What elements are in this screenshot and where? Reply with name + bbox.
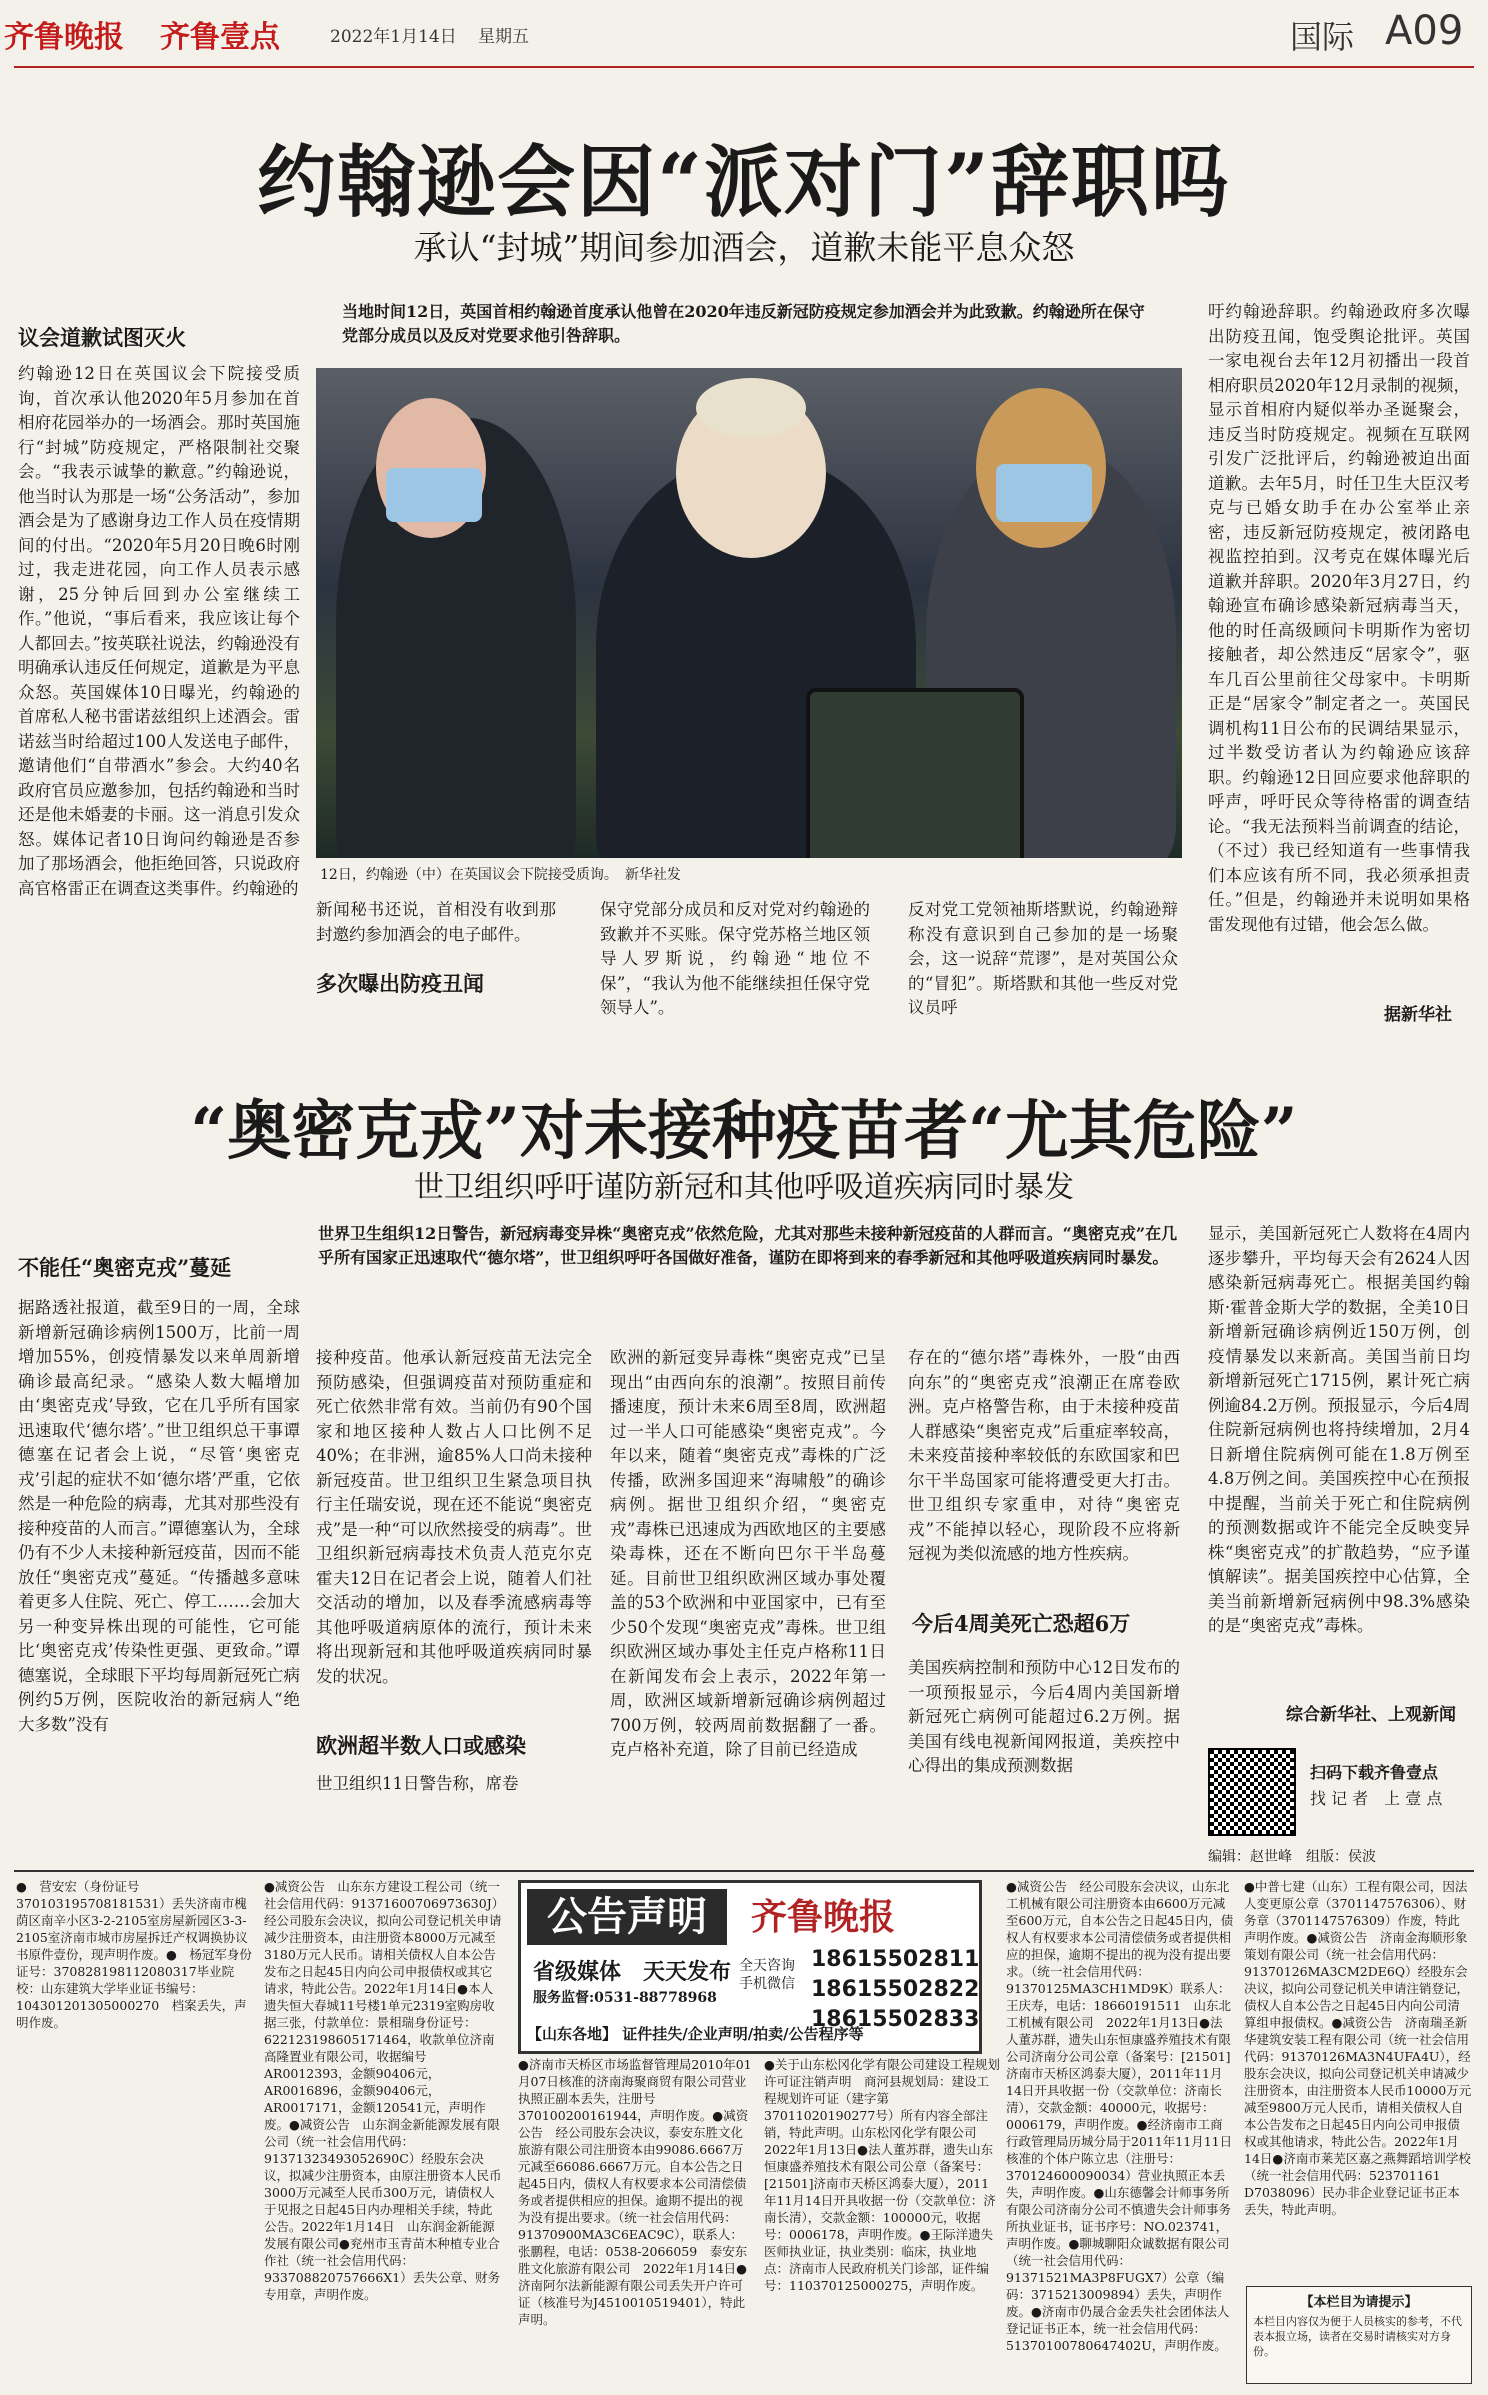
notice-title: 公告声明 <box>527 1889 727 1945</box>
issue-date: 2022年1月14日 <box>330 27 457 47</box>
article2-byline: 综合新华社、上观新闻 <box>1286 1705 1456 1725</box>
qr-code[interactable] <box>1208 1748 1296 1836</box>
editor-credit: 编辑：赵世峰 组版：侯波 <box>1208 1849 1376 1865</box>
disclaimer-text: 本栏目内容仅为便于人员核实的参考，不代表本报立场，读者在交易时请核实对方身份。 <box>1253 2315 1462 2358</box>
article1-col1-heading: 议会道歉试图灭火 <box>18 325 186 350</box>
article2-col1-heading: 不能任“奥密克戎”蔓延 <box>18 1255 232 1280</box>
photo-caption: 12日，约翰逊（中）在英国议会下院接受质询。 新华社发 <box>320 867 681 883</box>
ads-col1: ● 营安宏（身份证号370103195708181531）丢失济南市槐荫区南辛小区3-2-2105室房屋新园区3-3-2105室济南市城市房屋拆迁产权调换协议书原件壹份，现声明作废。● 杨冠军身份证号：370828198112080317毕业院校：山东建筑大学毕业证书编号：104301201305000270 档案丢失，声明作废。 <box>16 1879 252 2030</box>
ads-col6: ●中普七建（山东）工程有限公司，因法人变更原公章（370114757​6306）、财务章（3701147576​309）作废，特此声明作废。●减资公告 济南金海顺形象策划有限公司（统一社会信用代码：91370126MA3C​M2DE6Q）经股东会决议，拟向公司登记机关申请注销登记，债权人自本公告之日起45日内向公司清算组申报债权。●减资公告 济南瑞圣新华建筑安装工程有限公司（统一社会信用代码：91370126MA3N4UFA4U），经股东会决议，拟向公司登记机关申请减少注册资本，由注册资本人民币10000万元减至9800万元人民币，请相关债权人自本公告发布之日起45日内向公司申报债权或其他请求，特此公告。2022年1月14日●济南市莱芜区嘉之燕舞蹈培训学校（统一社会信用代码：523701161​D7038096）民办非企业登记证书正本丢失，特此声明。 <box>1244 1879 1472 2217</box>
article1-byline: 据新华社 <box>1384 1005 1452 1025</box>
section-name: 国际 <box>1290 18 1355 56</box>
phone-1[interactable]: 18615502811 <box>811 1947 980 1972</box>
article2-col2-text: 接种疫苗。他承认新冠疫苗无法完全预防感染，但强调疫苗对预防重症和死亡依然非常有效。当前仍有90个国家和地区接种人数占人口比例不足40%；在非洲，逾85%人口尚未接种新冠疫苗。世卫组织卫生紧急项目执行主任瑞安说，现在还不能说“奥密克戎”是一种“可以欣然接受的病毒”。世卫组织新冠病毒技术负责人范克尔克霍夫12日在记者会上说，随着人们社交活动的增加，以及春季流感病毒等其他呼吸道病原体的流行，预计未来将出现新冠和其他呼吸道疾病同时暴发的状况。 <box>316 1348 592 1686</box>
notice-services: 【山东各地】 证件挂失/企业声明/拍卖/公告程序等 <box>527 2025 864 2043</box>
article1-col5-text: 吁约翰逊辞职。约翰逊政府多次曝出防疫丑闻，饱受舆论批评。英国一家电视台去年12月初播出一段首相府职员2020年12月录制的视频，显示首相府内疑似举办圣诞聚会，违反当时防疫规定。视频在互联网引发广泛批评后，约翰逊被迫出面道歉。去年5月，时任卫生大臣汉考克与已婚女助手在办公室举止亲密，违反新冠防疫规定，被闭路电视监控拍到。汉考克在媒体曝光后道歉并辞职。2020年3月27日，约翰逊宣布确诊感染新冠病毒当天，他的时任高级顾问卡明斯作为密切接触者，却公然违反“居家令”，驱车几百公里前往父母家中。卡明斯正是“居家令”制定者之一。英国民调机构11日公布的民调结果显示，过半数受访者认为约翰逊应该辞职。约翰逊12日回应要求他辞职的呼声，呼吁民众等待格雷的调查结论。“我无法预料当前调查的结论，（不过）我已经知道有一些事情我们本应该有所不同，我必须承担责任。”但是，约翰逊并未说明如果格雷发现他有过错，他会怎么做。 <box>1208 302 1470 934</box>
page-number: A09 <box>1385 8 1464 54</box>
disclaimer-title: 【本栏目为请提示】 <box>1300 2295 1418 2310</box>
notice-hotline: 服务监督:0531-88778968 <box>533 1990 717 2006</box>
article2-col4-heading: 今后4周美死亡恐超6万 <box>912 1611 1131 1636</box>
article2-title: “奥密克戎”对未接种疫苗者“尤其危险” <box>190 1094 1298 1169</box>
article2-col4-tail: 美国疾病控制和预防中心12日发布的一项预报显示，今后4周内美国新增新冠死亡病例可能超过6.2万例。据美国有线电视新闻网报道，美疾控中心得出的集成预测数据 <box>908 1658 1180 1775</box>
notice-box <box>518 1880 982 2054</box>
article1-col1-text: 约翰逊12日在英国议会下院接受质询，首次承认他2020年5月参加在首相府花园举办的一场酒会。那时英国施行“封城”防疫规定，严格限制社交聚会。“我表示诚挚的歉意。”约翰逊说，他当时认为那是一场“公务活动”，参加酒会是为了感谢身边工作人员在疫情期间的付出。“2020年5月20日晚6时刚过，我走进花园，向工作人员表示感谢，25分钟后回到办公室继续工作。”他说，“事后看来，我应该让每个人都回去。”按英联社说法，约翰逊没有明确承认违反任何规定，道歉是为平息众怒。英国媒体10日曝光，约翰逊的首席私人秘书雷诺兹组织上述酒会。雷诺兹当时给超过100人发送电子邮件，邀请他们“自带酒水”参会。大约40名政府官员应邀参加，包括约翰逊和当时还是他未婚妻的卡丽。这一消息引发众怒。媒体记者10日询问约翰逊是否参加了那场酒会，他拒绝回答，只说政府高官格雷正在调查这类事件。约翰逊的 <box>18 364 300 898</box>
article2-col2-heading: 欧洲超半数人口或感染 <box>316 1733 526 1758</box>
ads-col3: ●济南市天桥区市场监督管理局2010年01月07日核准的济南海聚商贸有限公司营业执照正副本丢失，注册号370100200161944，声明作废。●减资公告 经公司股东会决议，泰安东胜文化旅游有限公司注册资本由99086.6667万元减至66086.6667万元。自本公告之日起45日内，债权人有权要求本公司清偿债务或者提供相应的担保。逾期不提出的视为没有提出要求。（统一社会信用代码：91370900MA3C6EAC9C），联系人：张鹏程，电话：0538-2066059 泰安东胜文化旅游有限公司 2022年1月14日●济南阿尔法新能源有限公司丢失开户许可证（核准号为J4510010519401），特此声明。 <box>518 2057 752 2327</box>
article1-col2-text: 新闻秘书还说，首相没有收到那封邀约参加酒会的电子邮件。 <box>316 900 556 944</box>
ads-disclaimer-box <box>1246 2286 1472 2384</box>
qr-caption: 扫码下载齐鲁壹点 <box>1310 1763 1439 1782</box>
notice-brand: 齐鲁晚报 <box>751 1896 896 1938</box>
article1-subtitle: 承认“封城”期间参加酒会，道歉未能平息众怒 <box>413 228 1075 267</box>
article2-col5-text: 显示，美国新冠死亡人数将在4周内逐步攀升，平均每天会有2624人因感染新冠病毒死亡。根据美国约翰斯·霍普金斯大学的数据，全美10日新增新冠确诊病例近150万例，创疫情暴发以来新高。美国当前日均新增新冠死亡1715例，累计死亡病例逾84.2万例。预报显示，今后4周住院新冠病例也将持续增加，2月4日新增住院病例可能在1.8万例至4.8万例之间。美国疾控中心在预报中提醒，当前关于死亡和住院病例的预测数据或许不能完全反映变异株“奥密克戎”的扩散趋势，“应予谨慎解读”。据美国疾控中心估算，全美当前新增新冠病例中98.3%感染的是“奥密克戎”毒株。 <box>1208 1224 1470 1635</box>
article2-col3-text: 欧洲的新冠变异毒株“奥密克戎”已呈现出“由西向东的浪潮”。按照目前传播速度，预计未来6周至8周，欧洲超过一半人口可能感染“奥密克戎”。今年以来，随着“奥密克戎”毒株的广泛传播，欧洲多国迎来“海啸般”的确诊病例。据世卫组织介绍，“奥密克戎”毒株已迅速成为西欧地区的主要感染毒株，还在不断向巴尔干半岛蔓延。目前世卫组织欧洲区域办事处覆盖的53个欧洲和中亚国家中，已有至少50个发现“奥密克戎”毒株。世卫组织欧洲区域办事处主任克卢格称11日在新闻发布会上表示，2022年第一周，欧洲区域新增新冠确诊病例超过700万例，较两周前数据翻了一番。克卢格补充道，除了目前已经造成 <box>610 1348 886 1759</box>
article1-col3-text: 保守党部分成员和反对党对约翰逊的致歉并不买账。保守党苏格兰地区领导人罗斯说，约翰逊“地位不保”，“我认为他不能继续担任保守党领导人”。 <box>600 900 870 1017</box>
article1-lead: 当地时间12日，英国首相约翰逊首度承认他曾在2020年违反新冠防疫规定参加酒会并为此致歉。约翰逊所在保守党部分成员以及反对党要求他引咎辞职。 <box>342 302 1145 345</box>
ads-col4: ●关于山东松冈化学有限公司建设工程规划许可证注销声明 商河县规划局：建设工程规划许可证（建字第37011020190277号）所有内容全部注销，特此声明。山东松冈化学有限公司 2022年1月13日●法人董苏群，遗失山东恒康盛养殖技术有限公司公章（备案号：[21501]济南市天桥区鸿泰大厦），2011年11月14日开具收据一份（交款单位：济南长清），交款金额：100000元，收据号：0006178，声明作废。●王际洋遗失医师执业证，执业类别：临床，执业地点：济南市人民政府机关门诊部，证件编号：110370125000275，声明作废。 <box>764 2057 1000 2293</box>
article2-col2-tail: 世卫组织11日警告称，席卷 <box>316 1774 519 1793</box>
article2-col1-text: 据路透社报道，截至9日的一周，全球新增新冠确诊病例1500万，比前一周增加55%，创疫情暴发以来单周新增确诊最高纪录。“感染人数大幅增加由‘奥密克戎’导致，它在几乎所有国家迅速取代‘德尔塔’。”世卫组织总干事谭德塞在记者会上说，“尽管‘奥密克戎’引起的症状不如‘德尔塔’严重，它依然是一种危险的病毒，尤其对那些没有接种疫苗的人而言。”谭德塞认为，全球仍有不少人未接种新冠疫苗，因而不能放任“奥密克戎”蔓延。“传播越多意味着更多人住院、死亡、停工……会加大另一种变异株出现的可能性，它可能比‘奥密克戎’传染性更强、更致命。”谭德塞说，全球眼下平均每周新冠死亡病例约5万例，医院收治的新冠病人“绝大多数”没有 <box>18 1298 300 1734</box>
ads-col5: ●减资公告 经公司股东会决议，山东北工机械有限公司注册资本由6600万元减至600万元，自本公告之日起45日内，债权人有权要求本公司清偿债务或者提供相应的担保，逾期不提出的视为没有提出要求。（统一社会信用代码：91370125MA3CH1MD9K）联系人：王庆寿，电话：18660191511 山东北工机械有限公司 2022年1月13日●法人董苏群，遗失山东恒康盛养殖技术有限公司济南分公司公章（备案号：[21501]济南市天桥区鸿泰大厦），2011年11月14日开具收据一份（交款单位：济南长清），交款金额：40000元，收据号：0006179，声明作废。●经济南市工商行政管理局历城分局于2011年11月11日核准的个体户陈立忠（注册号：370124600090034）营业执照正本丢失，声明作废。●山东德馨会计师事务所有限公司济南分公司不慎遗失会计师事务所执业证书，证书序号：NO.023741，声明作废。●聊城聊阳众诚数据有限公司（统一社会信用代码：91371521MA3P8FUGX7）公章（编码：3715213009894）丢失，声明作废。●济南市仍晟合金丢失社会团体法人登记证书正本，统一社会信用代码：51370100780647402U，声明作废。 <box>1006 1879 1234 2353</box>
notice-slogan: 省级媒体 天天发布 <box>533 1959 732 1985</box>
issue-weekday: 星期五 <box>478 27 529 47</box>
ads-col2: ●减资公告 山东东方建设工程公司（统一社会信用代码：91371600706973630J）经公司股东会决议，拟向公司登记机关申请减少注册资本，由注册资本8000万元减至3180万元人民币。请相关债权人自本公告发布之日起45日内向公司申报债权或其它请求，特此公告。2022年1月14日●本人遗失恒大春城11号楼1单元2319室购房收据三张，付款单位：景相瑞身份证号：6221231986051714​64，收款单位济南高隆置业有限公司，收据编号AR0012393，金额90406元，AR0016896，金额90406元，AR0017171，金额120541元，声明作废。●减资公告 山东润金新能源发展有限公司（统一社会信用代码：91371323493052690C）经股东会决议，拟减少注册资本，由原注册资本人民币3000万元减至人民币300万元，请债权人于见报之日起45日内办理相关手续，特此公告。2022年1月14日 山东润金新能源发展有限公司●兖州市玉青苗木种植专业合作社（统一社会信用代码：93370882075766​6X1）丢失公章、财务专用章，声明作废。 <box>264 1879 502 2302</box>
article1-col4-text: 反对党工党领袖斯塔默说，约翰逊辩称没有意识到自己参加的是一场聚会，这一说辞“荒谬”，是对英国公众的“冒犯”。斯塔默和其他一些反对党议员呼 <box>908 900 1178 1017</box>
ads-top-rule <box>14 1870 1474 1872</box>
phone-3[interactable]: 18615502833 <box>811 2007 980 2032</box>
phone-2[interactable]: 18615502822 <box>811 1977 980 2002</box>
article2-subtitle: 世卫组织呼吁谨防新冠和其他呼吸道疾病同时暴发 <box>414 1170 1074 1205</box>
app-logo: 齐鲁壹点 <box>160 20 280 55</box>
newspaper-logo: 齐鲁晚报 <box>4 20 124 55</box>
qr-caption-2: 找 记 者 上 壹 点 <box>1310 1789 1443 1808</box>
article2-lead: 世界卫生组织12日警告，新冠病毒变异株“奥密克戎”依然危险，尤其对那些未接种新冠疫苗的人群而言。“奥密克戎”在几乎所有国家正迅速取代“德尔塔”，世卫组织呼吁各国做好准备，谨防在即将到来的春季新冠和其他呼吸道疾病同时暴发。 <box>318 1224 1178 1267</box>
article1-col2-heading: 多次曝出防疫丑闻 <box>316 971 484 996</box>
article2-col4-text: 存在的“德尔塔”毒株外，一股“由西向东”的“奥密克戎”浪潮正在席卷欧洲。克卢格警告称，由于未接种疫苗人群感染“奥密克戎”后重症率较高，未来疫苗接种率较低的东欧国家和巴尔干半岛国家可能将遭受更大打击。世卫组织专家重申，对待“奥密克戎”不能掉以轻心，现阶段不应将新冠视为类似流感的地方性疾病。 <box>908 1348 1180 1563</box>
article1-title: 约翰逊会因“派对门”辞职吗 <box>257 137 1231 228</box>
notice-phones <box>811 1945 979 2035</box>
johnson-photo <box>316 368 1182 858</box>
notice-consult: 全天咨询 手机微信 <box>739 1958 795 1992</box>
